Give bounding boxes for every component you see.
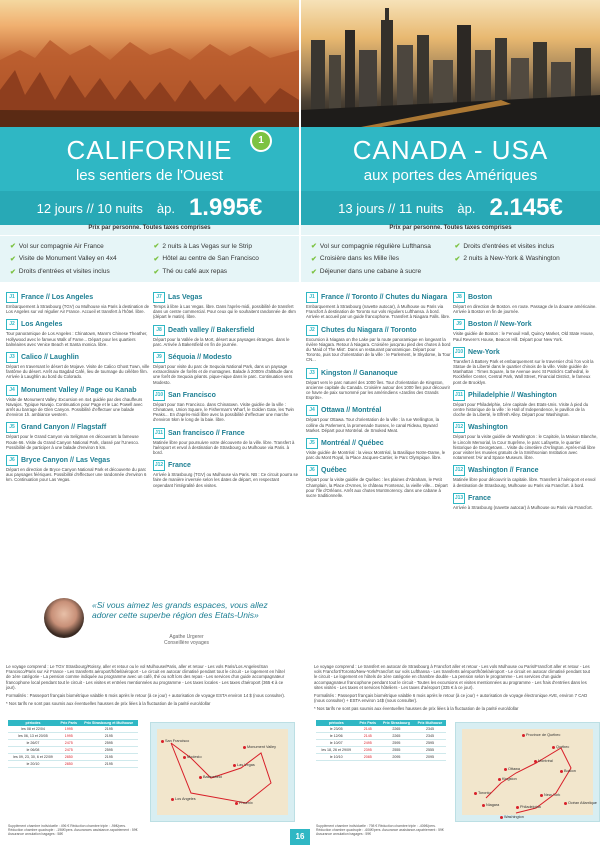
- day-header: [306, 465, 451, 476]
- table-cell: 2850: [58, 754, 79, 761]
- canada-price-row: [301, 191, 600, 225]
- day-title: San Francisco: [168, 391, 216, 399]
- day-number: J5: [306, 438, 318, 449]
- itinerary-day: [153, 325, 298, 347]
- day-text: Départ pour San Francisco. dans Chinatown. Visite guidée de la ville : Chinatown, Union Square, le Fisherman's Wharf, le Golden Gate, les Twin Peaks... En d'après-midi libre avec la possibilité d'effectuer une marche d'environ 5km le long de la baie. libre.: [153, 401, 294, 423]
- day-title: Boston // New-York: [468, 321, 532, 329]
- california-inclusions: [0, 236, 299, 282]
- canada-notes: [314, 664, 594, 712]
- california-price-row: [0, 191, 299, 225]
- day-text: Départ en direction de Boston. en route. Passage de la douane américaine. Arrivée à Boston en fin de journée.: [453, 304, 597, 315]
- map-dot: [522, 734, 525, 737]
- day-title: Washington: [468, 424, 508, 432]
- check-icon: ✔: [153, 268, 160, 276]
- check-icon: ✔: [311, 268, 317, 276]
- day-header: [6, 319, 151, 330]
- day-number: J10: [153, 390, 165, 401]
- table-cell: le 10/07: [316, 740, 357, 747]
- day-title: Séquoia // Modesto: [168, 354, 232, 362]
- day-number: J12: [453, 422, 465, 433]
- day-header: [306, 292, 451, 303]
- map-label: Montréal: [538, 759, 553, 763]
- day-text: Arrivée à Strasbourg (navette autocar) à Mulhouse ou Paris via Francfort.: [453, 504, 593, 510]
- canada-subtitle: aux portes des Amériques: [363, 167, 538, 184]
- map-label: Monument Valley: [247, 745, 277, 749]
- inclusion-item: ✔ Croisière dans les Mille îles: [311, 255, 399, 263]
- inclusion-item: ✔ Vol sur compagnie Air France: [10, 242, 104, 251]
- day-number: J2: [6, 319, 18, 330]
- day-text: Matinée libre pour poursuivre votre découverte de la ville. libre. Transfert à l'aéroport et envol à destination de Strasbourg ou Mulhouse via Paris. à bord.: [153, 439, 295, 456]
- itinerary-day: [306, 465, 451, 498]
- day-title: Boston: [468, 294, 493, 301]
- canyon-illustration: [0, 0, 299, 127]
- table-cell: 1995: [58, 726, 79, 733]
- day-number: J4: [6, 385, 18, 396]
- california-price: 1.995€: [188, 194, 263, 221]
- map-dot: [534, 760, 537, 763]
- day-text: Matinée libre pour découvrir la capitale. libre. Transfert à l'aéroport et envol à destination de Strasbourg, Mulhouse ou Paris via Francfort. à bord.: [453, 477, 596, 488]
- table-cell: 2345: [414, 726, 446, 733]
- day-header: [6, 385, 151, 396]
- newyork-photo: [301, 0, 600, 127]
- itinerary-day: [6, 292, 151, 314]
- day-number: J9: [153, 352, 165, 363]
- check-icon: ✔: [311, 243, 317, 251]
- map-label: New-York: [544, 793, 561, 797]
- inclusion-item: ✔ Droits d'entrées et visites inclus: [10, 268, 110, 276]
- day-number: J11: [453, 390, 465, 401]
- itinerary-day: [453, 422, 598, 460]
- canada-ap: àp.: [457, 200, 476, 216]
- california-duration: 12 jours // 10 nuits: [36, 200, 143, 216]
- table-cell: les 08 et 22/04: [8, 726, 58, 733]
- map-dot: [235, 802, 238, 805]
- table-cell: 2595: [79, 747, 138, 754]
- canada-includes-text: Le voyage comprend : Le transfert en autocar de Strasbourg à Francfort aller et retour - Les vols Mulhouse ou Paris/Francfort aller et retour - Les vols Francfort/Toronto/New-York/Francfort sur vols Lufthansa - Les transferts aéroport/hôtel/aéroport - Le circuit en autocar climatisé pendant tout le circuit - Le logement en hôtels de 1ère catégorie en chambre double - La pension selon le programme - Les services d'un guide accompagnateur francophone pendant tout le circuit - Toutes les excursions et visites mentionnées au programme - Les frais d'entrées dans les sites visités - Les taxes et services hôteliers - Les taxes d'aéroport (335 € à ce jour).: [314, 664, 590, 690]
- day-number: J10: [453, 347, 465, 358]
- day-text: Départ pour Ottawa. Tour d'orientation de la ville : la rue Wellington, la colline du Parlement, la promenade Sussex, le canal Rideau, Byward Market. Départ pour Montréal. de Smoked Meat.: [306, 417, 439, 433]
- day-number: J1: [6, 292, 18, 303]
- itinerary-day: [153, 390, 298, 423]
- california-map: [150, 722, 295, 822]
- map-label: Boston: [564, 769, 576, 773]
- itinerary-day: [153, 352, 298, 385]
- itinerary-day: [453, 465, 598, 487]
- day-title: Montréal // Québec: [321, 440, 384, 448]
- table-cell: le 10/10: [316, 754, 357, 761]
- award-badge-icon: 1: [250, 130, 272, 152]
- table-cell: les 09, 23, 30, 6 et 22/09: [8, 754, 58, 761]
- table-cell: 2145: [357, 733, 379, 740]
- itinerary-day: [153, 428, 298, 456]
- map-dot: [474, 792, 477, 795]
- day-header: [6, 455, 151, 466]
- california-footer: Supplément chambre individuelle : 496 € Réduction chambre triple : -96€/pers. Réduction chambre quadruple : -196€/pers. Assurances assistance-rapatriement : 59€ Assurance annulation bagages : 58€: [8, 824, 138, 836]
- california-taxes: Prix par personne. Toutes taxes comprises: [0, 225, 299, 235]
- table-cell: 2095: [414, 754, 446, 761]
- check-icon: ✔: [10, 243, 16, 251]
- map-dot: [243, 746, 246, 749]
- itinerary-day: [306, 368, 451, 401]
- itinerary-day: [306, 325, 451, 363]
- itinerary-day: [306, 292, 451, 320]
- canada-footer: Supplément chambre individuelle : 798 € Réduction chambre triple : -406€/pers. Réduction chambre quadruple : -606€/pers. Assurance assistance-rapatriement : 59€ Assurance annulation bagages : 59€: [316, 824, 444, 836]
- map-dot: [199, 776, 202, 779]
- day-number: J4: [306, 405, 318, 416]
- table-cell: 2395: [357, 747, 379, 754]
- table-header: Prix Paris: [58, 720, 79, 726]
- day-number: J8: [153, 325, 165, 336]
- map-label: Océan Atlantique: [568, 801, 597, 805]
- day-header: [306, 368, 451, 379]
- table-cell: 2345: [414, 733, 446, 740]
- day-number: J9: [453, 319, 465, 330]
- day-number: J6: [6, 455, 18, 466]
- day-title: Washington // France: [468, 467, 539, 475]
- canada-taxes: Prix par personne. Toutes taxes comprises: [301, 225, 600, 235]
- day-text: Visite de Monument Valley. Excursion en 4x4 guidée par des chauffeurs Navajos. Typique Navajo. Continuation pour Page et le Lac Powell avec arrêt au barrage de Glen Canyon. Possibilité d'effectuer une balade d'environ 1h. ambiance western.: [6, 396, 143, 418]
- california-ap: àp.: [156, 200, 175, 216]
- check-icon: ✔: [10, 255, 16, 263]
- table-cell: le 12/06: [316, 733, 357, 740]
- check-icon: ✔: [454, 255, 461, 263]
- map-label: Province de Québec: [526, 733, 561, 737]
- check-icon: ✔: [153, 255, 160, 263]
- table-header: Prix Strasbourg et Mulhouse: [79, 720, 138, 726]
- canada-map: [455, 722, 600, 822]
- day-text: Départ en traversant le désert de Mojave. Visite de Calico Ghost Town, ville fantôme du désert. Arrêt au Bagdad Café, lieu de tournage du célèbre film. Arrivée à Laughlin au bord du Colorado.: [6, 364, 150, 380]
- itinerary-day: [153, 460, 298, 488]
- map-label: Philadelphia: [520, 805, 541, 809]
- itinerary-day: [153, 292, 298, 320]
- table-row: [316, 754, 446, 761]
- day-number: J11: [153, 428, 165, 439]
- check-icon: ✔: [153, 243, 160, 251]
- day-number: J13: [453, 493, 465, 504]
- day-number: J1: [306, 292, 318, 303]
- day-title: France: [468, 494, 491, 502]
- day-text: Départ pour le Grand Canyon via Seligman en découvrant la fameuse Route 66. Visite du Grand Canyon National Park, classé par l'Unesco. Possibilité de participer à une balade d'environ 5 km.: [6, 434, 140, 450]
- check-icon: ✔: [10, 268, 16, 276]
- itinerary-day: [453, 319, 598, 341]
- day-text: Transfert à Battery Park et embarquement sur le traversier d'où l'on voit la Statue de la Liberté dans le quartier chinois de la ville. Visite guidée de Manhattan : Times Square, la 5e Avenue avec St Patrick's Cathedral, le Rockfeller Center, Central Park, Wall Street, Financial District, le fameux pont de Brooklyn.: [453, 358, 594, 385]
- page-number: 16: [290, 829, 310, 845]
- table-cell: 2555: [414, 747, 446, 754]
- map-label: Bakersfield: [203, 775, 222, 779]
- day-text: Excursion à Niagara on the Lake par la route panoramique en longeant la rivière Niagara. Retour à Niagara. Croisière jusqu'au pied des chutes à bord du 'Maid of The Mist'. Dans un restaurant panoramique. Départ pour Toronto, puis tour d'orientation de la ville : le Parlement, le Skydome, la Tour CN...: [306, 336, 451, 363]
- advisor-name: Agathe Urgerer: [169, 634, 204, 640]
- table-cell: 2850: [58, 761, 79, 768]
- california-title: CALIFORNIE: [66, 135, 233, 165]
- california-notes: [6, 664, 286, 706]
- table-cell: les 18, 26 et 29/09: [316, 747, 357, 754]
- day-title: Bryce Canyon // Las Vegas: [21, 457, 111, 465]
- map-dot: [233, 764, 236, 767]
- canada-inclusions: [301, 236, 600, 282]
- inclusion-item: ✔ Vol sur compagnie régulière Lufthansa: [311, 242, 431, 251]
- inclusion-item: ✔ Droits d'entrées et visites inclus: [454, 242, 555, 251]
- table-cell: 2265: [379, 726, 414, 733]
- day-title: Grand Canyon // Flagstaff: [21, 424, 107, 432]
- day-title: Philadelphie // Washington: [468, 391, 557, 399]
- day-header: [153, 325, 298, 336]
- inclusion-item: ✔ Visite de Monument Valley en 4x4: [10, 255, 117, 263]
- skyline-illustration: [301, 0, 600, 127]
- table-row: [8, 761, 138, 768]
- day-text: Embarquement à Strasbourg (TGV) ou Mulhouse via Paris à destination de Los Angeles sur vol régulier Air France. Accueil et transfert à l'hôtel. libre.: [6, 304, 150, 315]
- day-header: [153, 428, 298, 439]
- map-dot: [500, 816, 503, 819]
- table-header: Prix Paris: [357, 720, 379, 726]
- day-text: Arrivée à Strasbourg (TGV) ou Mulhouse via Paris. NB : Ce circuit pourra se faire de manière inversée selon les dates de départ, en respectant cependant l'intégralité des visites.: [153, 472, 298, 488]
- map-dot: [560, 770, 563, 773]
- table-cell: 1995: [58, 733, 79, 740]
- canada-itinerary-col1: [306, 292, 451, 503]
- map-dot: [171, 798, 174, 801]
- map-label: Los Angeles: [175, 797, 196, 801]
- table-cell: 2555: [379, 747, 414, 754]
- itinerary-day: [6, 385, 151, 418]
- day-header: [6, 422, 151, 433]
- itinerary-day: [453, 390, 598, 418]
- inclusion-item: ✔ 2 nuits à New-York & Washington: [454, 255, 560, 263]
- day-header: [306, 438, 451, 449]
- table-cell: 2095: [379, 754, 414, 761]
- day-header: [306, 405, 451, 416]
- itinerary-day: [306, 405, 451, 433]
- day-number: J8: [453, 292, 465, 303]
- table-cell: 2475: [58, 747, 79, 754]
- day-title: Las Vegas: [168, 294, 203, 301]
- map-dot: [504, 768, 507, 771]
- route-line: [151, 723, 296, 823]
- table-row: [316, 733, 446, 740]
- table-cell: 2195: [79, 754, 138, 761]
- map-label: Modesto: [187, 755, 202, 759]
- day-title: Kingston // Gananoque: [321, 369, 398, 377]
- canada-title: CANADA - USA: [352, 135, 549, 165]
- canada-duration: 13 jours // 11 nuits: [338, 200, 444, 216]
- check-icon: ✔: [454, 243, 461, 251]
- canada-formalites: Formalités : Passeport français biométrique valable 6 mois après le retour (à ce jour) + autorisation de voyage électronique AVE, environ 7 CAD (nous consulter) + ESTA environ 14$ (nous consulter).: [314, 693, 588, 704]
- day-header: [153, 352, 298, 363]
- day-text: Départ pour la visite guidée de Washington : le Capitole, la Maison Blanche, le Lincoln Memorial, la Cour Suprême, le parc Lafayette, le quartier historique de Georgetown... Visite du cimetière d'Arlington. Après-midi libre pour visiter les musées gratuits de la Smithsonian Institution avec notamment l'Air and Space Museum. libre.: [453, 434, 598, 461]
- day-title: Chutes du Niagara // Toronto: [321, 326, 417, 334]
- day-text: Temps à libre à Las Vegas. libre. Dans l'après-midi, possibilité de transfert dans un centre commercial. Pour ceux qui le souhaitent randonnée de 4km (départ le matin). libre.: [153, 304, 296, 320]
- canada-note: * Nos tarifs ne sont pas soumis aux éventuelles hausses de prix liées à la fluctuation de la parité euro/dollar: [314, 706, 519, 712]
- day-title: Los Angeles: [21, 321, 63, 329]
- day-number: J7: [153, 292, 165, 303]
- table-cell: 2195: [79, 761, 138, 768]
- day-title: France: [168, 462, 191, 470]
- itinerary-day: [453, 292, 598, 314]
- california-subtitle: les sentiers de l'Ouest: [75, 167, 224, 184]
- day-header: [453, 347, 598, 358]
- day-header: [453, 465, 598, 476]
- day-number: J5: [6, 422, 18, 433]
- table-header: Prix Mulhouse: [414, 720, 446, 726]
- map-label: Québec: [556, 745, 570, 749]
- day-header: [153, 292, 298, 303]
- table-row: [316, 740, 446, 747]
- map-label: Ottawa: [508, 767, 521, 771]
- advisor-quote: [44, 598, 284, 654]
- map-dot: [552, 746, 555, 749]
- day-title: Calico // Laughlin: [21, 354, 79, 362]
- map-dot: [161, 740, 164, 743]
- map-dot: [482, 804, 485, 807]
- quote-text: «Si vous aimez les grands espaces, vous allez adorer cette superbe région des Etats-Unis»: [92, 600, 268, 620]
- california-photo: [0, 0, 299, 127]
- map-label: Niagara: [486, 803, 500, 807]
- day-title: Monument Valley // Page ou Kanab: [21, 386, 137, 394]
- day-text: Départ vers le parc naturel des 1000 îles. Tour d'orientation de Kingston, ancienne capitale du Canada. Croisière autour des 1000 îles pour découvrir ce havre de paix surnommé par les amérindiens «Jardins des Grands Esprits».: [306, 379, 451, 401]
- table-cell: 2145: [357, 726, 379, 733]
- map-dot: [498, 778, 501, 781]
- check-icon: ✔: [311, 255, 317, 263]
- table-cell: 2265: [379, 733, 414, 740]
- table-cell: 2475: [58, 740, 79, 747]
- day-header: [6, 292, 151, 303]
- map-label: San Francisco: [165, 739, 190, 743]
- map-label: Phoenix: [239, 801, 253, 805]
- california-price-table: [8, 720, 138, 768]
- day-number: J12: [153, 460, 165, 471]
- day-text: Tour panoramique de Los Angeles : Chinatown, Mann's Chinese Theather, Hollywood avec le fameux Walk of Fame... Départ pour les quartiers balnéaires avec Venice Beach et Santa monica. libre.: [6, 331, 148, 347]
- map-dot: [540, 794, 543, 797]
- day-title: Ottawa // Montréal: [321, 407, 382, 415]
- inclusion-item: ✔ Déjeuner dans une cabane à sucre: [311, 268, 422, 276]
- day-header: [153, 390, 298, 401]
- table-cell: 2595: [379, 740, 414, 747]
- day-text: Départ pour visite du parc de Sequoia National Park, dans un paysage extraordinaire de forêts et de montagnes. Balade à 2000m d'altitude dans une forêt de Sequoia géants. pique-nique dans le parc. Continuation vers Modesto.: [153, 364, 293, 385]
- table-cell: 2195: [79, 726, 138, 733]
- day-header: [453, 319, 598, 330]
- table-row: [8, 740, 138, 747]
- canada-price: 2.145€: [489, 194, 563, 221]
- table-cell: 2195: [79, 733, 138, 740]
- day-text: Départ pour la Vallée de la Mort, désert aux paysages étranges. dans le parc. Arrivée à Bakersfield en fin de journée.: [153, 336, 290, 347]
- map-dot: [183, 756, 186, 759]
- itinerary-day: [453, 493, 598, 510]
- table-row: [8, 747, 138, 754]
- day-title: France // Toronto // Chutes du Niagara: [321, 294, 448, 301]
- advisor-avatar: [44, 598, 84, 638]
- table-cell: 2495: [357, 740, 379, 747]
- day-number: J3: [6, 352, 18, 363]
- advisor-name-block: [164, 634, 209, 646]
- day-title: San francisco // France: [168, 429, 245, 437]
- table-header: périodes: [316, 720, 357, 726]
- california-itinerary-col2: [153, 292, 298, 493]
- table-row: [316, 747, 446, 754]
- california-formalites: Formalités : Passeport français biométrique valable 6 mois après le retour (à ce jour) + autorisation de voyage ESTA environ 14 $ (nous consulter).: [6, 693, 285, 699]
- table-cell: le 20/10: [8, 761, 58, 768]
- table-cell: le 23/05: [316, 726, 357, 733]
- itinerary-day: [306, 438, 451, 460]
- inclusion-item: ✔ Hôtel au centre de San Francisco: [153, 255, 259, 263]
- canada-price-table: [316, 720, 446, 761]
- day-text: Visite guidée de Montréal : la vieux Montréal, la Basilique Notre-Dame, le parc du Mont Royal, la Place Jacques-Cartier, le Parc Olympique. libre.: [306, 450, 446, 461]
- itinerary-day: [6, 319, 151, 347]
- map-label: Washington: [504, 815, 524, 819]
- day-header: [6, 352, 151, 363]
- day-number: J12: [453, 465, 465, 476]
- table-cell: 2595: [79, 740, 138, 747]
- table-header: Prix Strasbourg: [379, 720, 414, 726]
- table-row: [8, 733, 138, 740]
- day-header: [453, 422, 598, 433]
- map-label: Las Vegas: [237, 763, 255, 767]
- table-header: périodes: [8, 720, 58, 726]
- day-text: Embarquement à Strasbourg (navette autocar), à Mulhouse ou Paris via Francfort à destination de Toronto sur vols réguliers Lufthansa. à bord. Arrivée et accueil par un guide francophone. Transfert à Niagara Falls. libre.: [306, 304, 451, 320]
- day-title: Québec: [321, 467, 347, 475]
- map-dot: [516, 806, 519, 809]
- map-label: Toronto: [478, 791, 491, 795]
- map-dot: [564, 802, 567, 805]
- itinerary-day: [6, 455, 151, 483]
- table-row: [8, 754, 138, 761]
- itinerary-day: [6, 352, 151, 380]
- california-includes-text: Le voyage comprend : Le TGV Strasbourg/Roissy, aller et retour ou le vol Mulhouse/Paris, aller et retour - Les vols Paris/Los Angeles/San Francisco/Paris sur Air France - Les transferts aéroport/hôtel/aéroport - Le circuit en autocar climatisé pendant tout le circuit - Le logement en hôtel de 1ère catégorie - La pension comme indiquée au programme avec un café, thé ou soft lors des repas - Les services d'un guide accompagnateur francophone local pendant tout le circuit - Les visites et entrées mentionnées au programme - Les taxes locales - Les taxes d'aéroport (365 € à ce jour).: [6, 664, 285, 690]
- california-itinerary-col1: [6, 292, 151, 488]
- day-title: France // Los Angeles: [21, 294, 94, 301]
- itinerary-day: [6, 422, 151, 450]
- day-number: J2: [306, 325, 318, 336]
- day-header: [453, 390, 598, 401]
- table-cell: les 06, 13 et 20/05: [8, 733, 58, 740]
- table-cell: le 06/08: [8, 747, 58, 754]
- day-text: Départ en direction de Bryce Canyon National Park et découverte du parc aux paysages féériques. Possibilité d'effectuer une randonnée d'environ 6 km. Continuation pour Las Vegas.: [6, 467, 147, 483]
- day-number: J3: [306, 368, 318, 379]
- table-cell: 2595: [414, 740, 446, 747]
- day-number: J6: [306, 465, 318, 476]
- inclusion-item: ✔ Thé ou café aux repas: [153, 268, 228, 276]
- day-text: Visite guidée de Boston : le Fenouil Hall, Quincy Market, Old State House, Paul Revere's House, Beacon Hill. Départ pour New York.: [453, 331, 595, 342]
- canada-itinerary-col2: [453, 292, 598, 515]
- day-text: Départ pour la visite guidée de Québec : les plaines d'Abraham, le Petit Champlain, la Place d'Armes, le château Frontenac, la vieille ville... Départ pour l'île d'Orléans. Arrêt aux chutes Montmorency. dans une cabane à sucre traditionnelle.: [306, 477, 448, 499]
- day-header: [153, 460, 298, 471]
- table-cell: 2085: [357, 754, 379, 761]
- map-label: Kingston: [502, 777, 517, 781]
- day-title: New-York: [468, 348, 500, 356]
- inclusion-item: ✔ 2 nuits à Las Vegas sur le Strip: [153, 242, 252, 251]
- day-header: [453, 493, 598, 504]
- day-header: [453, 292, 598, 303]
- day-header: [306, 325, 451, 336]
- california-note: * Nos tarifs ne sont pas soumis aux éventuelles hausses de prix liées à la fluctuation de la parité euro/dollar: [6, 701, 211, 707]
- itinerary-day: [453, 347, 598, 385]
- advisor-role: Conseillère voyages: [164, 640, 210, 646]
- day-text: Départ pour Philadelphie, 1ère capitale des Etats-Unis. Visite à pied du centre historique de la ville : le Hall of Independence, le pavillon de la cloche de la Liberté, le Elfreth Alley. Départ pour Washington.: [453, 401, 589, 418]
- table-cell: le 26/07: [8, 740, 58, 747]
- day-title: Death valley // Bakersfield: [168, 326, 255, 334]
